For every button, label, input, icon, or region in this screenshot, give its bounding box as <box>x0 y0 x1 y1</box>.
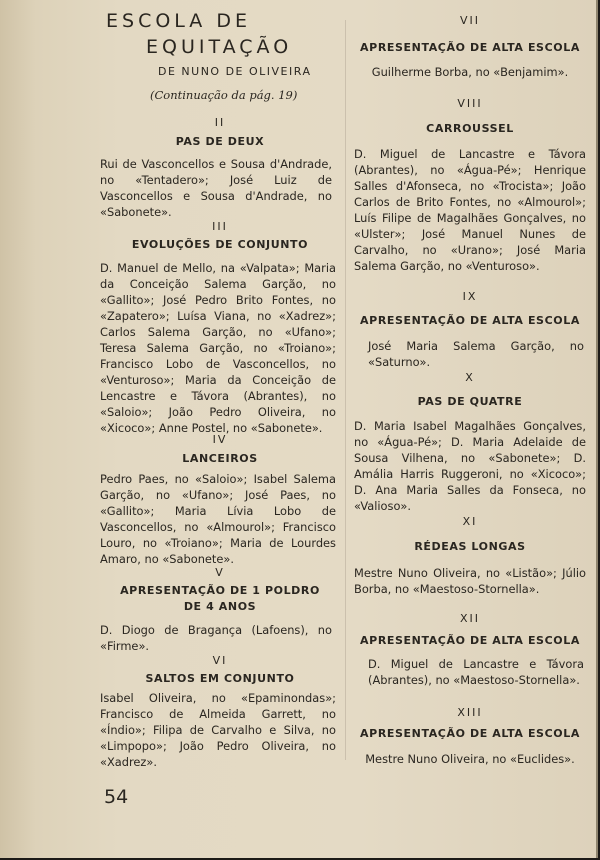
column-gutter <box>345 20 346 760</box>
section-heading-vi: SALTOS EM CONJUNTO <box>145 672 295 685</box>
section-text-ix: José Maria Salema Garção, no «Saturno». <box>368 339 584 369</box>
section-heading-x: PAS DE QUATRE <box>417 395 523 408</box>
section-number-xi: XI <box>462 515 478 528</box>
continuation-note: (Continuação da pág. 19) <box>150 88 298 102</box>
title-line-2: EQUITAÇÃO <box>146 36 293 58</box>
section-heading-xii: APRESENTAÇÃO DE ALTA ESCOLA <box>360 634 580 647</box>
section-text-x: D. Maria Isabel Magalhães Gonçalves, no «Água-Pé»; D. Maria Adelaide de Sousa Vilhena, no «Sabonete»; D. Amália Harris Ruggeroni, no «Xicoco»; D. Ana Maria Salles da Fonseca, no «Valioso». <box>354 419 586 513</box>
section-heading-iii: EVOLUÇÕES DE CONJUNTO <box>131 238 309 251</box>
byline: DE NUNO DE OLIVEIRA <box>158 65 312 78</box>
section-number-v: V <box>215 566 225 579</box>
section-heading-v-line-1: APRESENTAÇÃO DE 1 POLDRO <box>120 584 320 597</box>
section-text-ii: Rui de Vasconcellos e Sousa d'Andrade, no «Tentadero»; José Luiz de Vasconcellos e Sousa d'Andrade, no «Sabonete». <box>100 157 332 219</box>
section-number-xiii: XIII <box>457 706 483 719</box>
section-text-vi: Isabel Oliveira, no «Epaminondas»; Francisco de Almeida Garrett, no «Índio»; Filipa de Carvalho e Silva, no «Limpopo»; João Pedro Oliveira, no «Xadrez». <box>100 691 336 769</box>
section-number-iv: IV <box>212 433 228 446</box>
section-heading-ix: APRESENTAÇÃO DE ALTA ESCOLA <box>360 314 580 327</box>
section-number-ix: IX <box>462 290 478 303</box>
section-text-viii: D. Miguel de Lancastre e Távora (Abrantes), no «Água-Pé»; Henrique Salles d'Afonseca, no «Trocista»; João Carlos de Brito Fontes, no «Almourol»; Luís Filipe de Magalhães Gonçalves, no «Ulster»; José Manuel Nunes de Carvalho, no «Urano»; José Maria Salema Garção, no «Venturoso». <box>354 147 586 273</box>
left-column <box>100 0 340 858</box>
section-heading-xi: RÉDEAS LONGAS <box>414 540 526 553</box>
section-number-iii: III <box>212 220 228 233</box>
section-number-ii: II <box>214 116 226 129</box>
section-text-iv: Pedro Paes, no «Saloio»; Isabel Salema Garção, no «Ufano»; José Paes, no «Gallito»; Maria Lívia Lobo de Vasconcellos, no «Almourol»; Francisco Louro, no «Troiano»; Maria de Lourdes Amaro, no «Sabonete». <box>100 472 336 566</box>
section-text-v: D. Diogo de Bragança (Lafoens), no «Firme». <box>100 623 332 653</box>
page-number: 54 <box>104 786 129 808</box>
section-heading-iv: LANCEIROS <box>182 452 258 465</box>
section-heading-viii: CARROUSSEL <box>426 122 514 135</box>
section-number-x: X <box>465 371 475 384</box>
section-text-xi: Mestre Nuno Oliveira, no «Listão»; Júlio Borba, no «Maestoso-Stornella». <box>354 566 586 596</box>
section-number-vi: VI <box>212 654 228 667</box>
section-text-iii: D. Manuel de Mello, na «Valpata»; Maria da Conceição Salema Garção, no «Gallito»; José Pedro Brito Fontes, no «Zapatero»; Luísa Viana, no «Xadrez»; Carlos Salema Garção, no «Ufano»; Teresa Salema Garção, no «Troiano»; Francisco Lobo de Vasconcellos, no «Venturoso»; Maria da Conceição de Lencastre e Távora (Abrantes), no «Saloio»; João Pedro Oliveira, no «Xicoco»; Anne Postel, no «Sabonete». <box>100 261 336 435</box>
section-text-xiii: Mestre Nuno Oliveira, no «Euclides». <box>365 752 575 766</box>
section-heading-v-line-2: DE 4 ANOS <box>183 600 257 613</box>
section-number-xii: XII <box>459 612 481 625</box>
title-line-1: ESCOLA DE <box>106 10 251 32</box>
section-number-vii: VII <box>459 14 480 27</box>
section-heading-vii: APRESENTAÇÃO DE ALTA ESCOLA <box>360 41 580 54</box>
section-number-viii: VIII <box>457 97 483 110</box>
section-heading-xiii: APRESENTAÇÃO DE ALTA ESCOLA <box>360 727 580 740</box>
section-text-vii: Guilherme Borba, no «Benjamim». <box>371 65 569 79</box>
right-column <box>354 0 586 858</box>
section-heading-ii: PAS DE DEUX <box>175 135 265 148</box>
section-text-xii: D. Miguel de Lancastre e Távora (Abrantes), no «Maestoso-Stornella». <box>368 657 584 687</box>
